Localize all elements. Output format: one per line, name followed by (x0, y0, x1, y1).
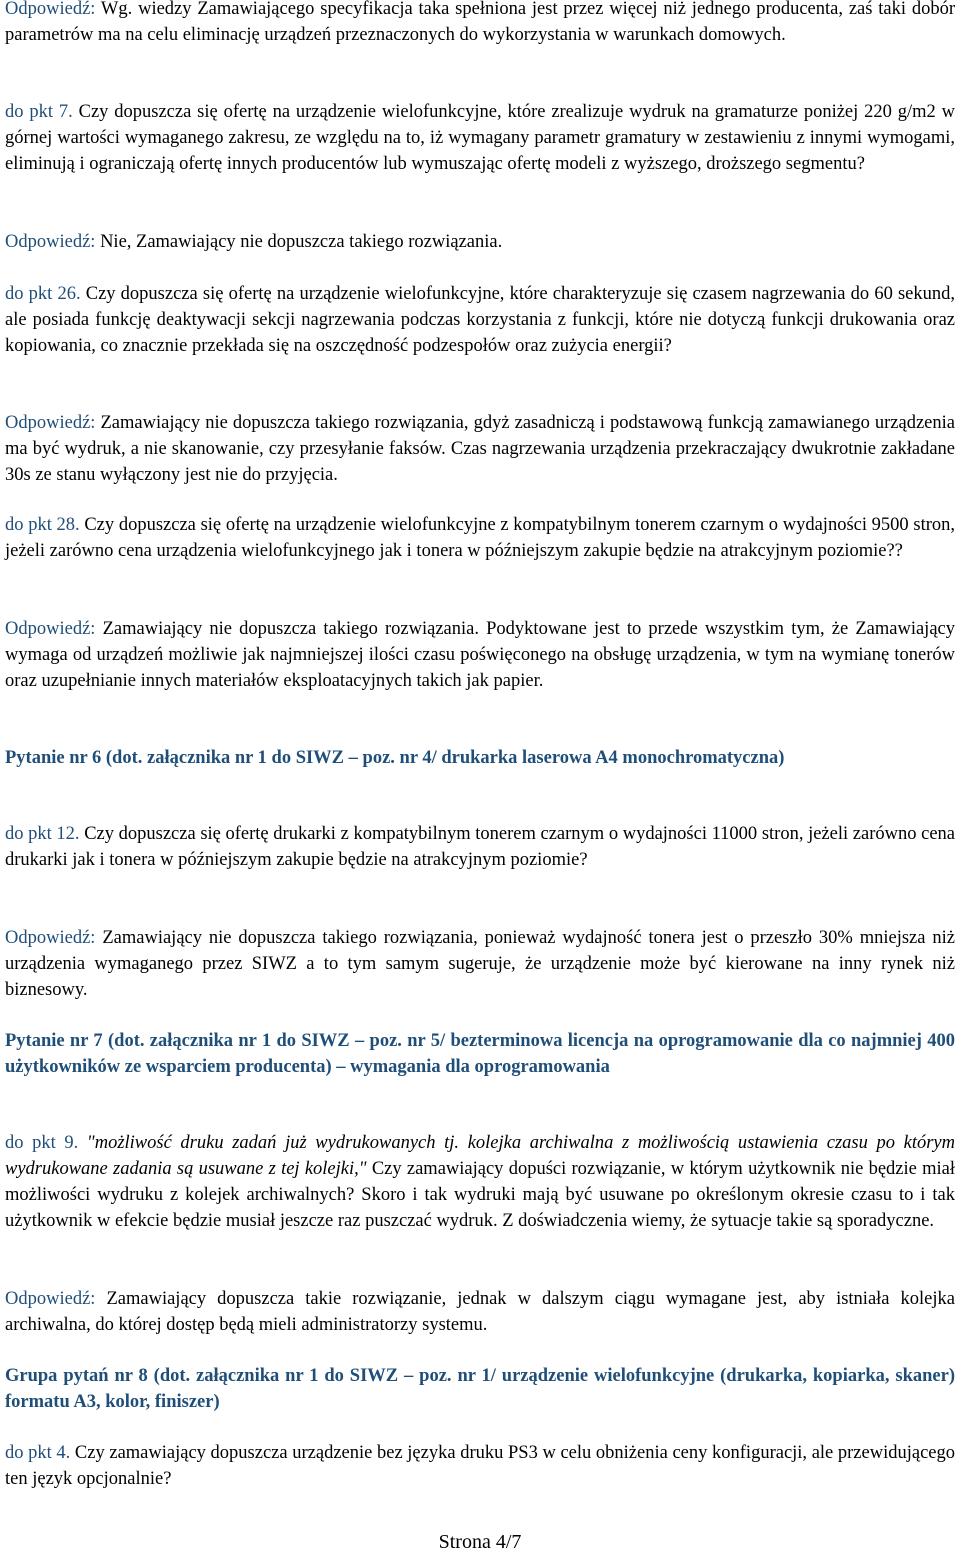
section-heading: Grupa pytań nr 8 (dot. załącznika nr 1 do SIWZ – poz. nr 1/ urządzenie wielofunkcyjne (drukarka, kopiarka, skaner) formatu A3, kolor, finiszer) (5, 1366, 955, 1412)
paragraph-text: Czy dopuszcza się ofertę na urządzenie wielofunkcyjne z kompatybilnym tonerem czarnym o wydajności 9500 stron, jeżeli zarówno cena urządzenia wielofunkcyjnego jak i tonera w późniejszym zakupie będzie na atrakcyjnym poziomie?? (5, 515, 955, 561)
paragraph-text: Wg. wiedzy Zamawiającego specyfikacja taka spełniona jest przez więcej niż jednego producenta, zaś taki dobór parametrów ma na celu eliminację urządzeń przeznaczonych do wykorzystania w warunkach domowych. (5, 0, 955, 45)
question-label: do pkt 12. (5, 824, 80, 844)
paragraph-text: Zamawiający nie dopuszcza takiego rozwiązania, ponieważ wydajność tonera jest o przeszło 30% mniejsza niż urządzenia wymaganego przez SIWZ a to tym samym sugeruje, że urządzenie może być kierowane na inny rynek niż biznesowy. (5, 928, 955, 1000)
question-label: do pkt 7. (5, 102, 73, 122)
answer-paragraph (5, 925, 955, 1003)
paragraph-text: Czy dopuszcza się ofertę na urządzenie wielofunkcyjne, które charakteryzuje się czasem nagrzewania do 60 sekund, ale posiada funkcję deaktywacji sekcji nagrzewania podczas korzystania z funkcji, które nie dotyczą funkcji drukowania oraz kopiowania, co znacznie przekłada się na oszczędność podzespołów oraz zużycia energii? (5, 284, 956, 356)
question-label: do pkt 28. (5, 515, 80, 535)
page-number: Strona 4/7 (438, 1531, 522, 1553)
answer-label: Odpowiedź: (5, 232, 96, 252)
paragraph-text: Czy zamawiający dopuszcza urządzenie bez języka druku PS3 w celu obniżenia ceny konfiguracji, ale przewidującego ten język opcjonalnie? (5, 1443, 955, 1489)
question-paragraph (5, 281, 955, 359)
paragraph-text: Zamawiający nie dopuszcza takiego rozwiązania, gdyż zasadniczą i podstawową funkcją zamawianego urządzenia ma być wydruk, a nie skanowanie, czy przesyłanie faksów. Czas nagrzewania urządzenia przekraczający dwukrotnie zakładane 30s ze stanu wyłączony jest nie do przyjęcia. (5, 413, 955, 485)
question-paragraph (5, 512, 955, 564)
answer-paragraph (5, 229, 955, 255)
paragraph-text: Czy zamawiający dopuści rozwiązanie, w którym użytkownik nie będzie miał możliwości wydruku z kolejek archiwalnych? Skoro i tak wydruki mają być usuwane po określonym okresie czasu to i tak użytkownik w efekcie będzie musiał jeszcze raz puszczać wydruk. Z doświadczenia wiemy, że sytuacje takie są sporadyczne. (5, 1159, 955, 1231)
paragraph-text: Zamawiający nie dopuszcza takiego rozwiązania. Podyktowane jest to przede wszystkim tym, że Zamawiający wymaga od urządzeń możliwie jak najmniejszej ilości czasu poświęconego na obsługę urządzenia, w tym na wymianę tonerów oraz uzupełnianie innych materiałów eksploatacyjnych takich jak papier. (5, 619, 955, 691)
answer-label: Odpowiedź: (5, 928, 96, 948)
answer-paragraph (5, 616, 955, 694)
section-heading: Pytanie nr 7 (dot. załącznika nr 1 do SIWZ – poz. nr 5/ bezterminowa licencja na oprogramowanie dla co najmniej 400 użytkowników ze wsparciem producenta) – wymagania dla oprogramowania (5, 1031, 955, 1077)
question-label: do pkt 26. (5, 284, 81, 304)
answer-paragraph (5, 410, 955, 488)
answer-paragraph (5, 0, 955, 48)
quoted-requirement: "możliwość druku zadań już wydrukowanych tj. kolejka archiwalna z możliwością ustawienia czasu po którym wydrukowane zadania są usuwane z tej kolejki," (5, 1133, 955, 1179)
paragraph-text: Czy dopuszcza się ofertę drukarki z kompatybilnym tonerem czarnym o wydajności 11000 stron, jeżeli zarówno cena drukarki jak i tonera w późniejszym zakupie będzie na atrakcyjnym poziomie? (5, 824, 955, 870)
question-paragraph (5, 99, 955, 177)
question-label: do pkt 9. (5, 1133, 79, 1153)
question-paragraph (5, 1440, 955, 1492)
answer-label: Odpowiedź: (5, 0, 96, 19)
answer-label: Odpowiedź: (5, 619, 96, 639)
paragraph-text: Czy dopuszcza się ofertę na urządzenie wielofunkcyjne, które zrealizuje wydruk na gramaturze poniżej 220 g/m2 w górnej wartości wymaganego zakresu, ze względu na to, iż wymagany parametr gramatury w zestawieniu z innymi wymogami, eliminują i ograniczają ofertę innych producentów lub wymuszając ofertę modeli z wyższego, droższego segmentu? (5, 102, 956, 174)
answer-label: Odpowiedź: (5, 1289, 96, 1309)
paragraph-text: Zamawiający dopuszcza takie rozwiązanie, jednak w dalszym ciągu wymagane jest, aby istniała kolejka archiwalna, do której dostęp będą mieli administratorzy systemu. (5, 1289, 955, 1335)
question-paragraph (5, 1130, 955, 1234)
answer-paragraph (5, 1286, 955, 1338)
section-heading: Pytanie nr 6 (dot. załącznika nr 1 do SIWZ – poz. nr 4/ drukarka laserowa A4 monochromatyczna) (5, 748, 785, 768)
answer-label: Odpowiedź: (5, 413, 96, 433)
paragraph-text: Nie, Zamawiający nie dopuszcza takiego rozwiązania. (95, 232, 503, 252)
question-paragraph (5, 821, 955, 873)
question-label: do pkt 4. (5, 1443, 71, 1463)
